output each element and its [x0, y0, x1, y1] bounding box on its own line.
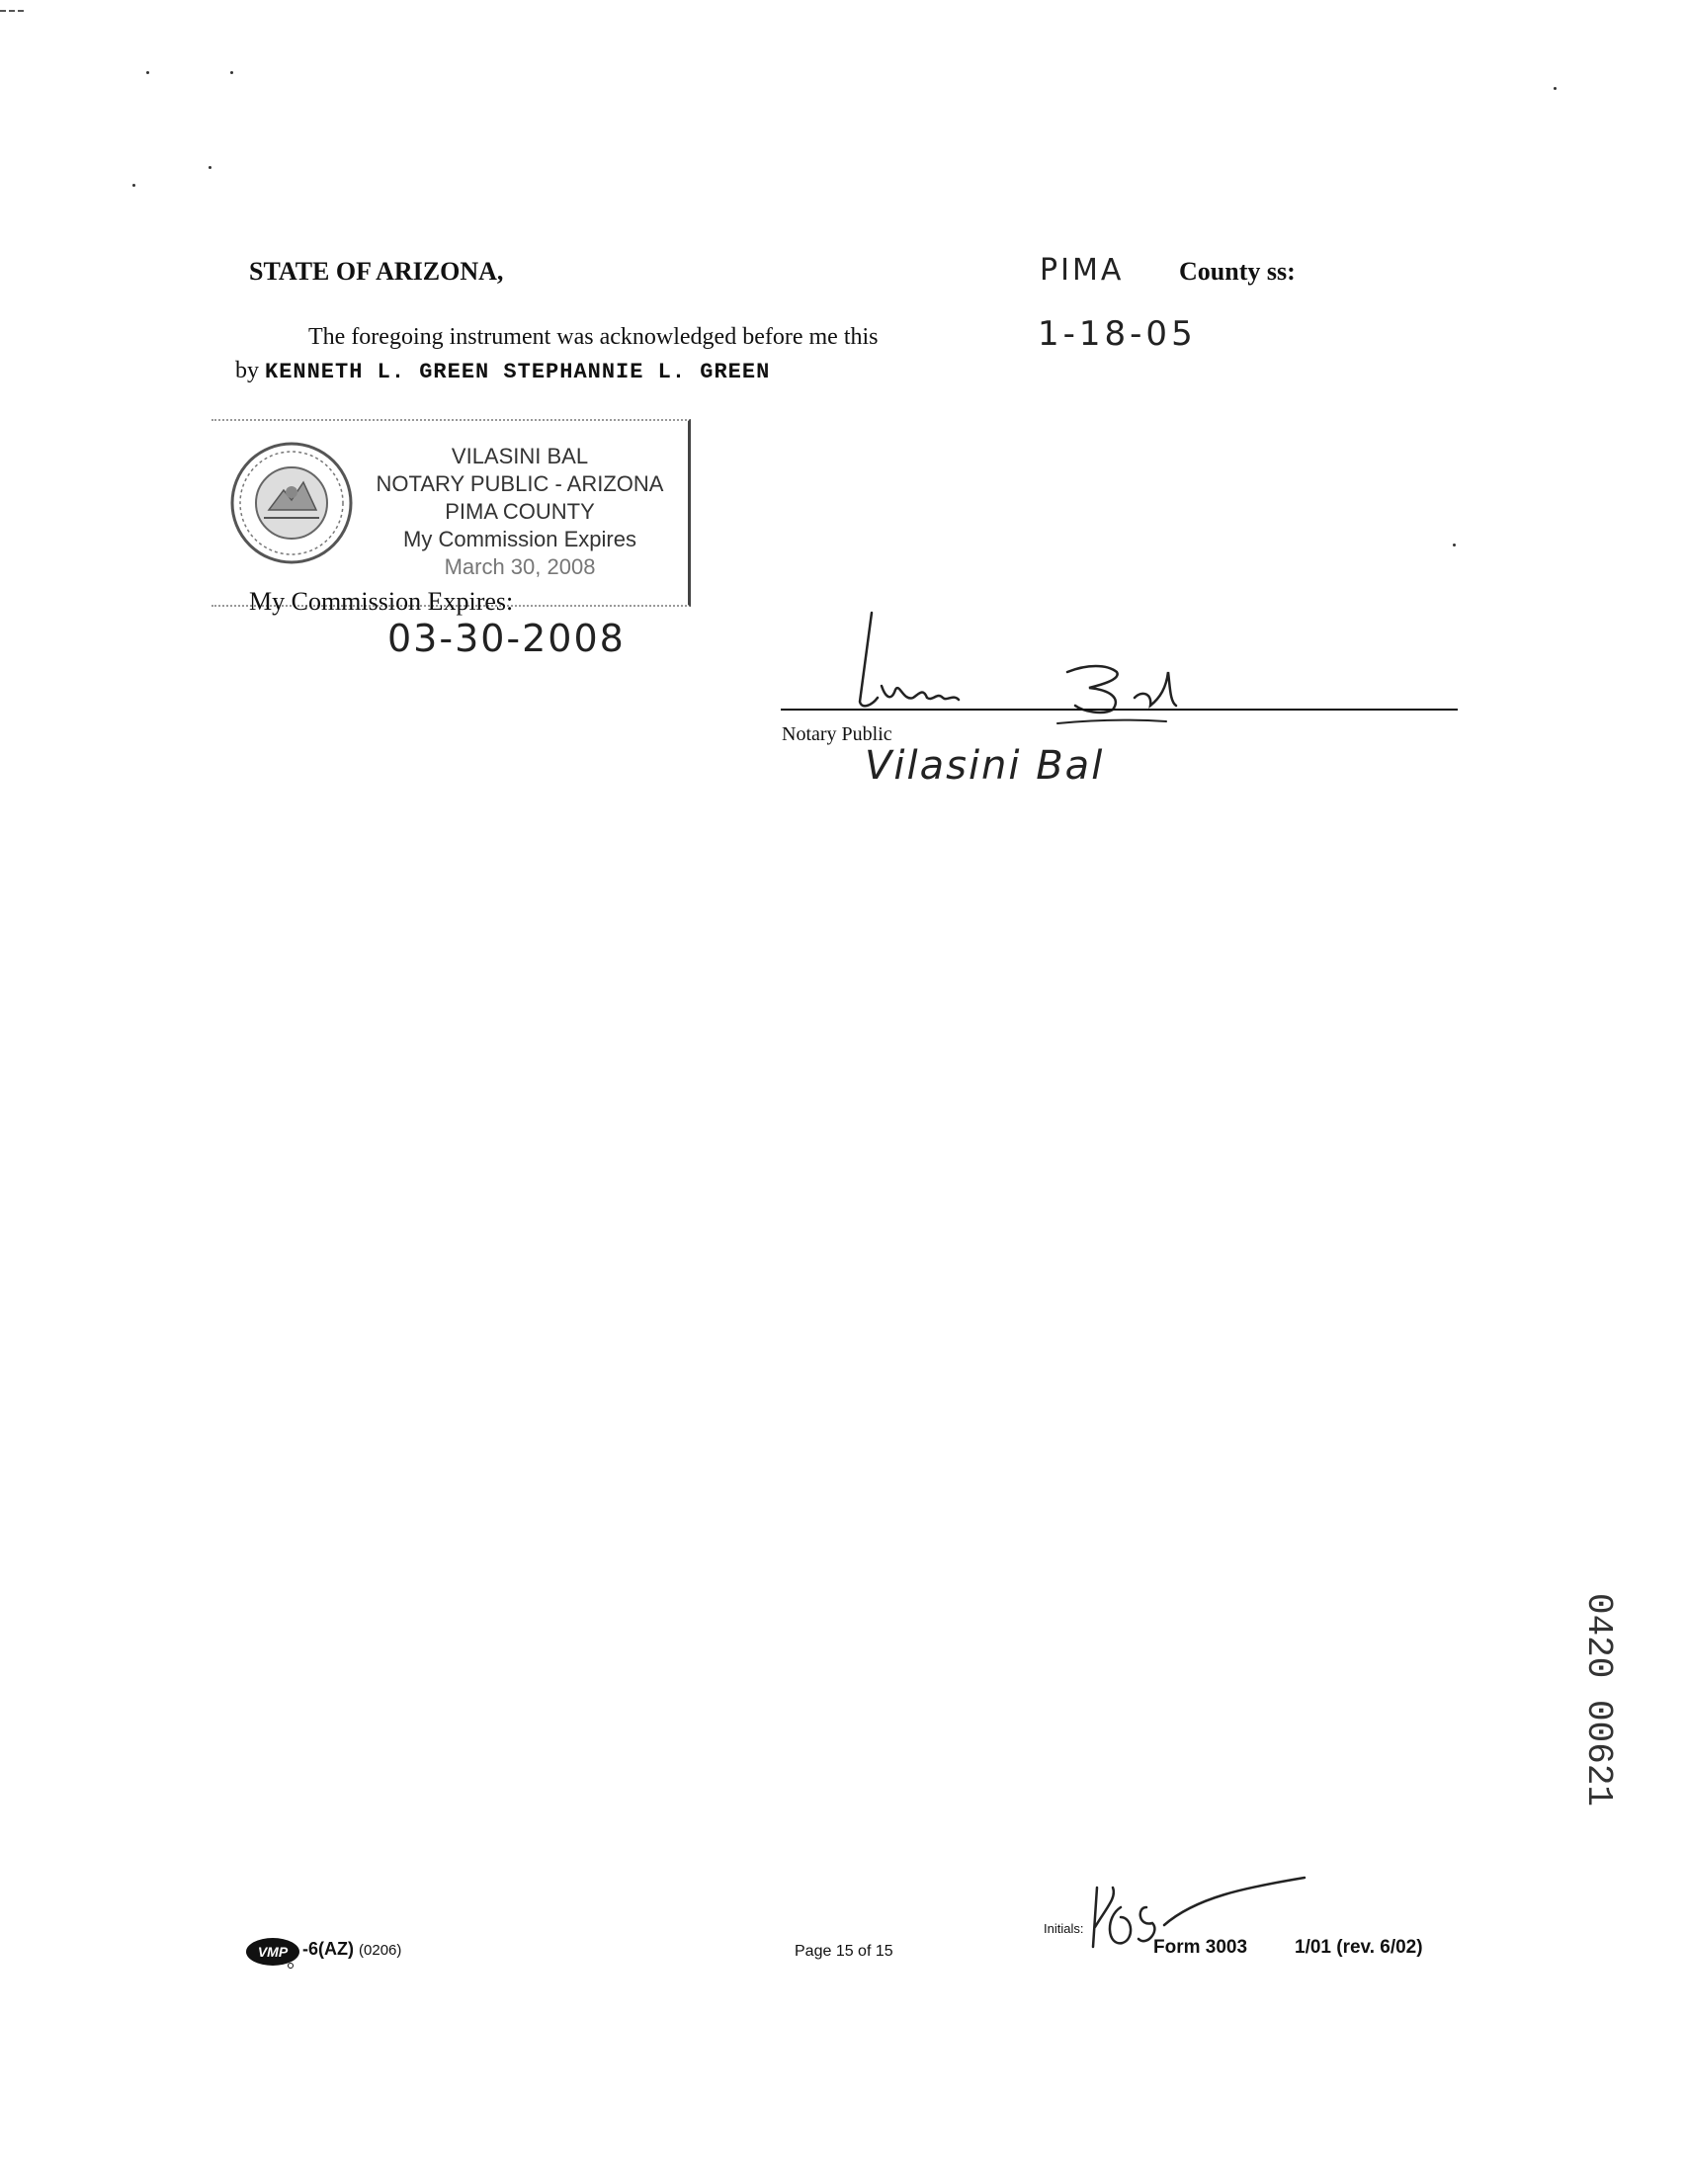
stamp-title: NOTARY PUBLIC - ARIZONA [376, 471, 664, 496]
acknowledgment-date-handwritten: 1-18-05 [1038, 314, 1197, 354]
form-code-main: -6(AZ) [302, 1939, 354, 1959]
county-label: County ss: [1179, 257, 1296, 286]
form-code-suffix: (0206) [359, 1942, 402, 1959]
stamp-commission: My Commission Expires [403, 527, 636, 551]
acknowledged-by-line [235, 358, 770, 384]
scan-speck [209, 166, 211, 169]
county-handwritten: PIMA [1040, 253, 1125, 288]
commission-expires-label: My Commission Expires: [249, 587, 514, 616]
signature-line [781, 709, 1458, 711]
vmp-logo-icon [245, 1937, 300, 1969]
scan-speck [146, 71, 149, 74]
stamp-county: PIMA COUNTY [445, 499, 595, 524]
stamp-text [362, 443, 678, 581]
margin-document-number-text: 0420 00621 [1578, 1593, 1619, 1807]
stamp-expiry: March 30, 2008 [444, 554, 596, 579]
scan-speck [230, 71, 233, 74]
scan-speck [1554, 87, 1557, 90]
commission-date-handwritten: 03-30-2008 [387, 617, 626, 660]
form-code [302, 1939, 401, 1960]
scan-speck [1453, 544, 1456, 546]
page-number: Page 15 of 15 [795, 1943, 893, 1960]
signer-names: KENNETH L. GREEN STEPHANNIE L. GREEN [265, 360, 771, 384]
notary-signature [820, 603, 1235, 731]
stamp-name: VILASINI BAL [451, 444, 589, 468]
form-revision-date: 1/01 (rev. 6/02) [1295, 1937, 1423, 1958]
notary-public-label: Notary Public [782, 723, 892, 745]
scan-edge-mark [0, 10, 24, 12]
by-prefix: by [235, 358, 259, 383]
form-reference: Form 3003 [1153, 1937, 1248, 1958]
state-seal-icon [229, 441, 354, 565]
scan-speck [132, 184, 135, 187]
svg-text:VMP: VMP [257, 1944, 289, 1960]
initials-label: Initials: [1044, 1921, 1084, 1936]
notary-printed-name-handwritten: Vilasini Bal [865, 743, 1105, 789]
acknowledgment-text: The foregoing instrument was acknowledged before me this [308, 324, 879, 350]
margin-document-number [1578, 1593, 1639, 1860]
state-heading: STATE OF ARIZONA, [249, 257, 504, 286]
